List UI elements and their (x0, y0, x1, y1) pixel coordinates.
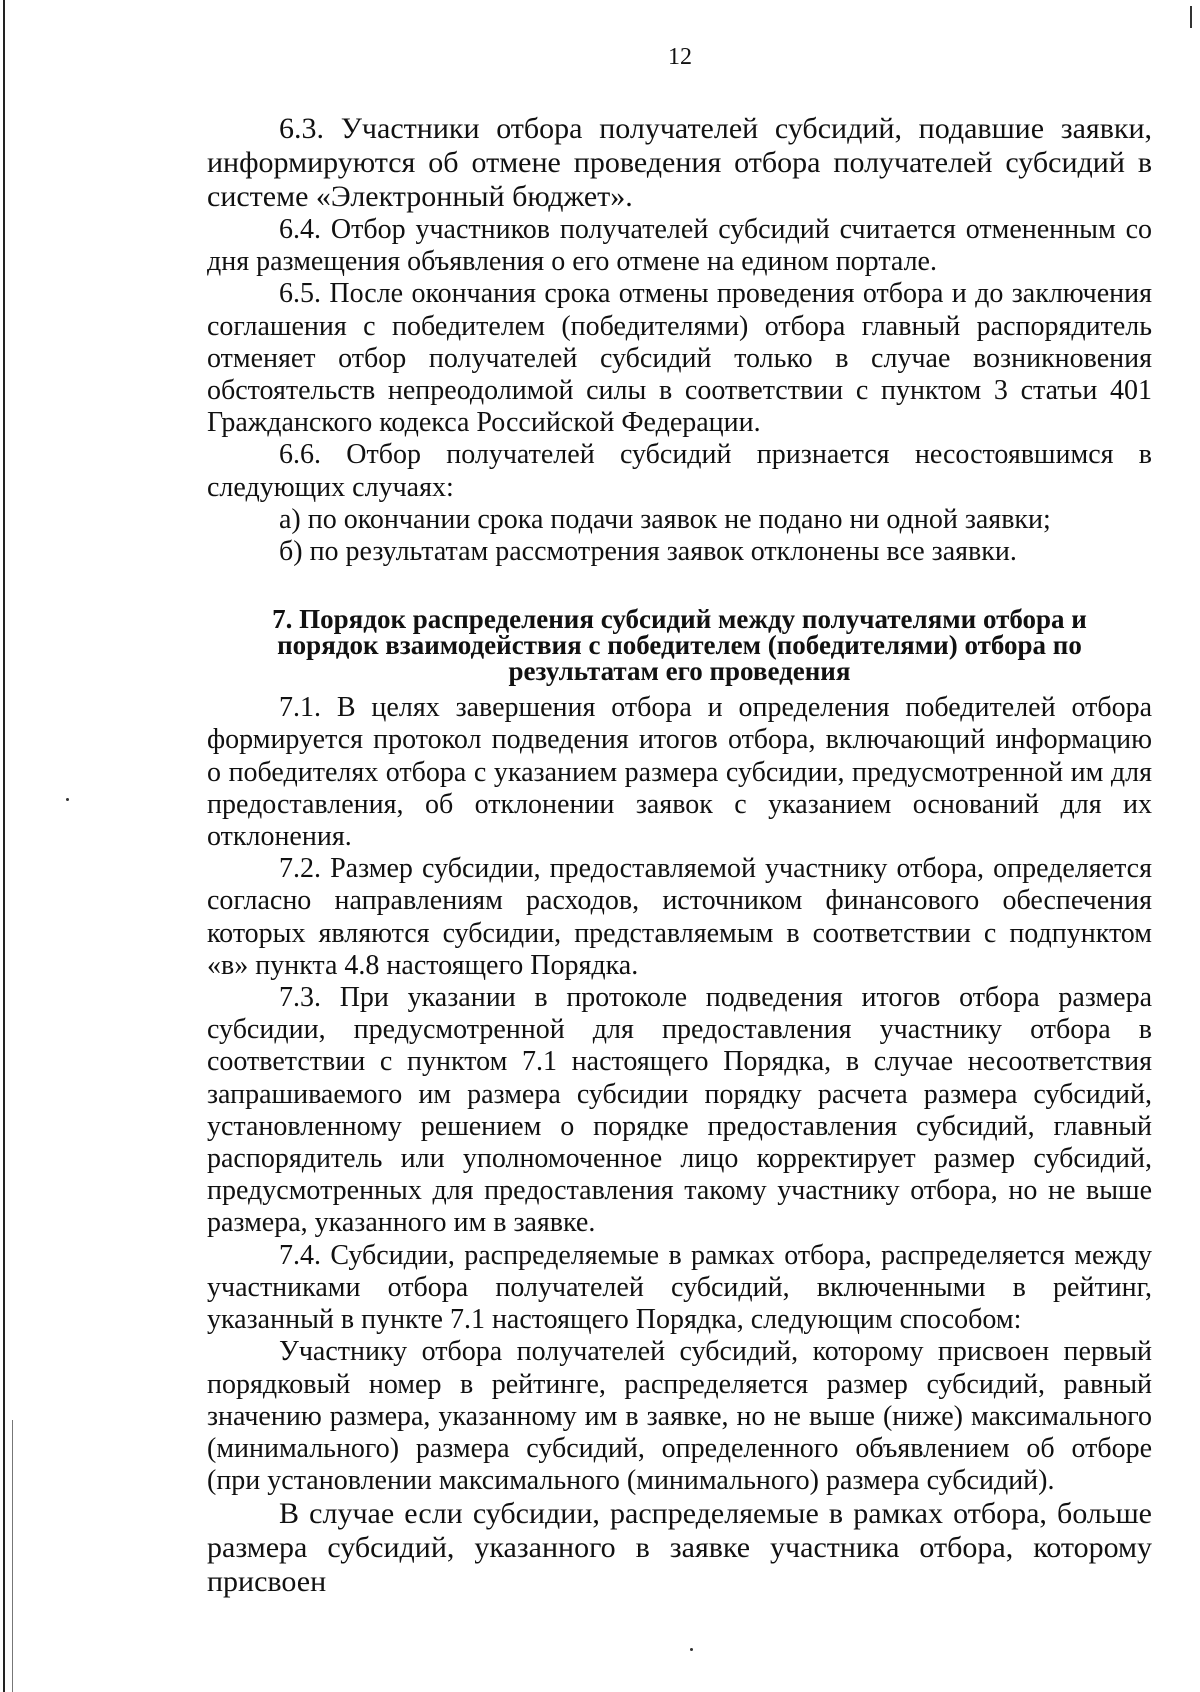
list-item-b: б) по результатам рассмотрения заявок отклонены все заявки. (279, 536, 1017, 568)
paragraph-7-3: 7.3. При указании в протоколе подведения итогов отбора размера субсидии, предусмотренной для предоставления участнику отбора в соответствии с пунктом 7.1 настоящего Порядка, в случае несоответствия запрашиваемого им размера субсидии порядку расчета размера субсидий, установленному решением о порядке предоставления субсидий, главный распорядитель или уполномоченное лицо корректирует размер субсидий, предусмотренных для предоставления такому участнику отбора, но не выше размера, указанного им в заявке. (207, 982, 1152, 1239)
paragraph-6-4: 6.4. Отбор участников получателей субсидий считается отмененным со дня размещения объявления о его отмене на едином портале. (207, 214, 1152, 278)
paragraph-7-4: 7.4. Субсидии, распределяемые в рамках отбора, распределяется между участниками отбора получателей субсидий, включенными в рейтинг, указанный в пункте 7.1 настоящего Порядка, следующим способом: (207, 1239, 1152, 1336)
section-7-heading: 7. Порядок распределения субсидий между получателями отбора и порядок взаимодействия с победителем (победителями) отбора по результатам его проведения (272, 604, 1087, 687)
paragraph-7-2: 7.2. Размер субсидии, предоставляемой участнику отбора, определяется согласно направлениям расходов, источником финансового обеспечения которых являются субсидии, представляемым в соответствии с подпунктом «в» пункта 4.8 настоящего Порядка. (207, 853, 1152, 981)
paragraph-7-4-first-rank: Участнику отбора получателей субсидий, которому присвоен первый порядковый номер в рейтинге, распределяется размер субсидий, равный значению размера, указанному им в заявке, но не выше (ниже) максимального (минимального) размера субсидий, определенного объявлением об отборе (при установлении максимального (минимального) размера субсидий). (207, 1336, 1152, 1497)
paragraph-6-3: 6.3. Участники отбора получателей субсидий, подавшие заявки, информируются об отмене проведения отбора получателей субсидий в системе «Электронный бюджет». (207, 112, 1152, 213)
scan-speck (690, 1648, 693, 1651)
scan-left-edge-inner (12, 1420, 13, 1692)
paragraph-7-4-if-greater: В случае если субсидии, распределяемые в рамках отбора, больше размера субсидий, указанного в заявке участника отбора, которому присвоен (207, 1497, 1152, 1599)
paragraph-6-5: 6.5. После окончания срока отмены проведения отбора и до заключения соглашения с победителем (победителями) отбора главный распорядитель отменяет отбор получателей субсидий только в случае возникновения обстоятельств непреодолимой силы в соответствии с пунктом 3 статьи 401 Гражданского кодекса Российской Федерации. (207, 278, 1152, 439)
paragraph-7-1: 7.1. В целях завершения отбора и определения победителей отбора формируется протокол подведения итогов отбора, включающий информацию о победителях отбора с указанием размера субсидии, предусмотренной им для предоставления, об отклонении заявок с указанием оснований для их отклонения. (207, 692, 1152, 853)
page-number: 12 (668, 44, 692, 70)
list-item-a: а) по окончании срока подачи заявок не подано ни одной заявки; (279, 503, 1051, 535)
paragraph-6-6: 6.6. Отбор получателей субсидий признается несостоявшимся в следующих случаях: (207, 439, 1152, 503)
document-body (207, 112, 1152, 1599)
scan-speck (66, 798, 69, 801)
scan-left-edge (3, 0, 5, 1692)
scan-right-edge-mark (1190, 6, 1192, 28)
